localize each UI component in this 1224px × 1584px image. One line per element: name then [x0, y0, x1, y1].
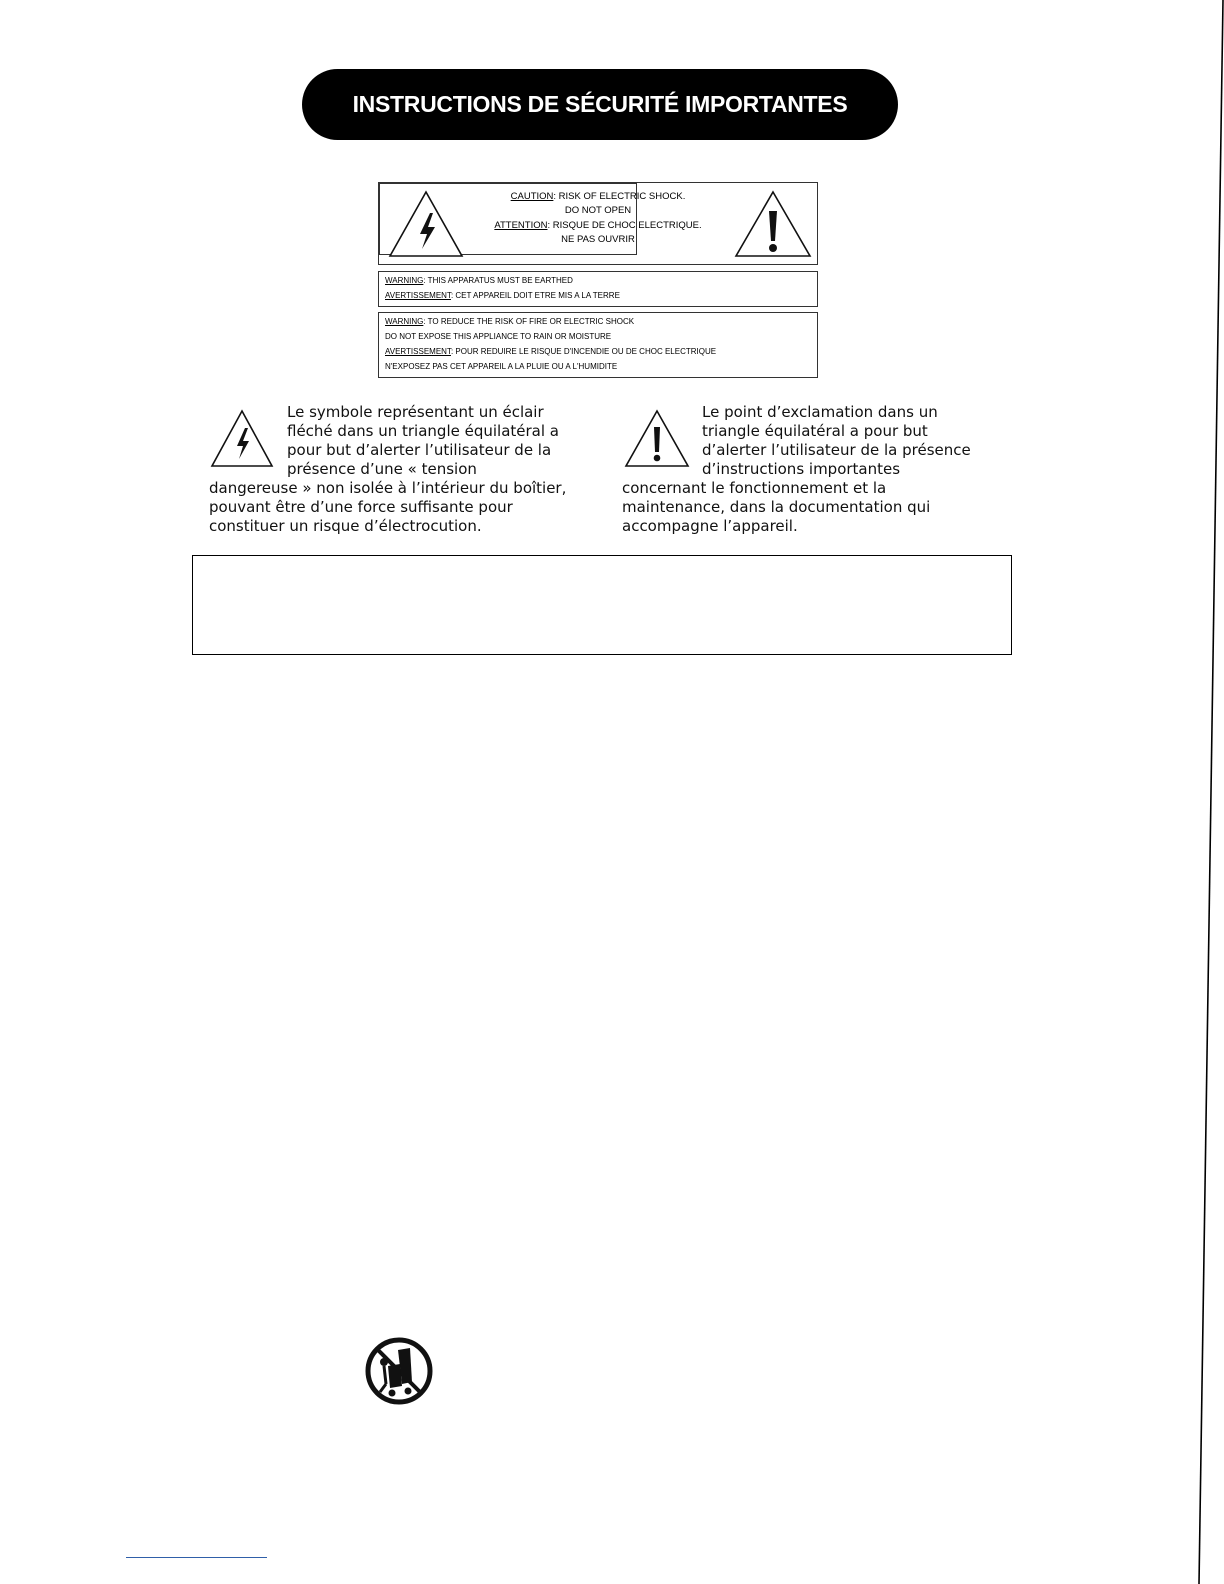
exclaim-desc-line-6: maintenance, dans la documentation qui [622, 498, 931, 516]
exclaim-desc-line-2: triangle équilatéral a pour but [702, 422, 928, 440]
fire-warning-fr-line-2: N'EXPOSEZ PAS CET APPAREIL A LA PLUIE OU A L'HUMIDITE [385, 362, 618, 371]
page-title-text: INSTRUCTIONS DE SÉCURITÉ IMPORTANTES [352, 91, 848, 117]
lightning-desc-line-1: Le symbole représentant un éclair [287, 403, 544, 421]
exclamation-triangle-icon [624, 409, 690, 469]
notice-box [192, 555, 1012, 655]
cart-tip-over-icon [362, 1336, 436, 1406]
exclaim-desc-line-5: concernant le fonctionnement et la [622, 479, 887, 497]
lightning-desc-line-7: constituer un risque d’électrocution. [209, 517, 482, 535]
caution-text-box [379, 183, 702, 255]
exclaim-desc-line-3: d’alerter l’utilisateur de la présence [702, 441, 971, 459]
caution-line: CAUTION: RISK OF ELECTRIC SHOCK. [510, 191, 686, 202]
fire-warning-line-2: DO NOT EXPOSE THIS APPLIANCE TO RAIN OR MOISTURE [385, 332, 612, 341]
exclamation-triangle-icon [733, 189, 813, 259]
warning-label [378, 182, 818, 378]
earthed-warning-box [378, 271, 818, 307]
exclaim-desc-line-1: Le point d’exclamation dans un [702, 403, 938, 421]
attention-line-2: NE PAS OUVRIR [561, 234, 635, 245]
lightning-desc-line-2: fléché dans un triangle équilatéral a [287, 422, 559, 440]
earthed-warning-fr-line: AVERTISSEMENT: CET APPAREIL DOIT ETRE MIS A LA TERRE [385, 291, 620, 300]
lightning-desc-line-4: présence d’une « tension [287, 460, 477, 478]
exclaim-desc-line-4: d’instructions importantes [702, 460, 901, 478]
fire-warning-line: WARNING: TO REDUCE THE RISK OF FIRE OR ELECTRIC SHOCK [385, 317, 635, 326]
lightning-triangle-icon [210, 409, 274, 469]
fire-warning-fr-line: AVERTISSEMENT: POUR REDUIRE LE RISQUE D'INCENDIE OU DE CHOC ELECTRIQUE [385, 347, 717, 356]
fire-warning-box [378, 312, 818, 378]
attention-line: ATTENTION: RISQUE DE CHOC ELECTRIQUE. [494, 220, 702, 231]
lightning-desc-line-5: dangereuse » non isolée à l’intérieur du boîtier, [209, 479, 567, 497]
lightning-desc-line-3: pour but d’alerter l’utilisateur de la [287, 441, 552, 459]
caution-box [378, 182, 818, 265]
page-edge [1194, 0, 1224, 1584]
lightning-desc-line-6: pouvant être d’une force suffisante pour [209, 498, 513, 516]
page-title [302, 69, 898, 140]
exclaim-desc-line-7: accompagne l’appareil. [622, 517, 798, 535]
caution-line-2: DO NOT OPEN [564, 205, 632, 216]
footer-rule [126, 1557, 267, 1558]
earthed-warning-line: WARNING: THIS APPARATUS MUST BE EARTHED [385, 276, 573, 285]
